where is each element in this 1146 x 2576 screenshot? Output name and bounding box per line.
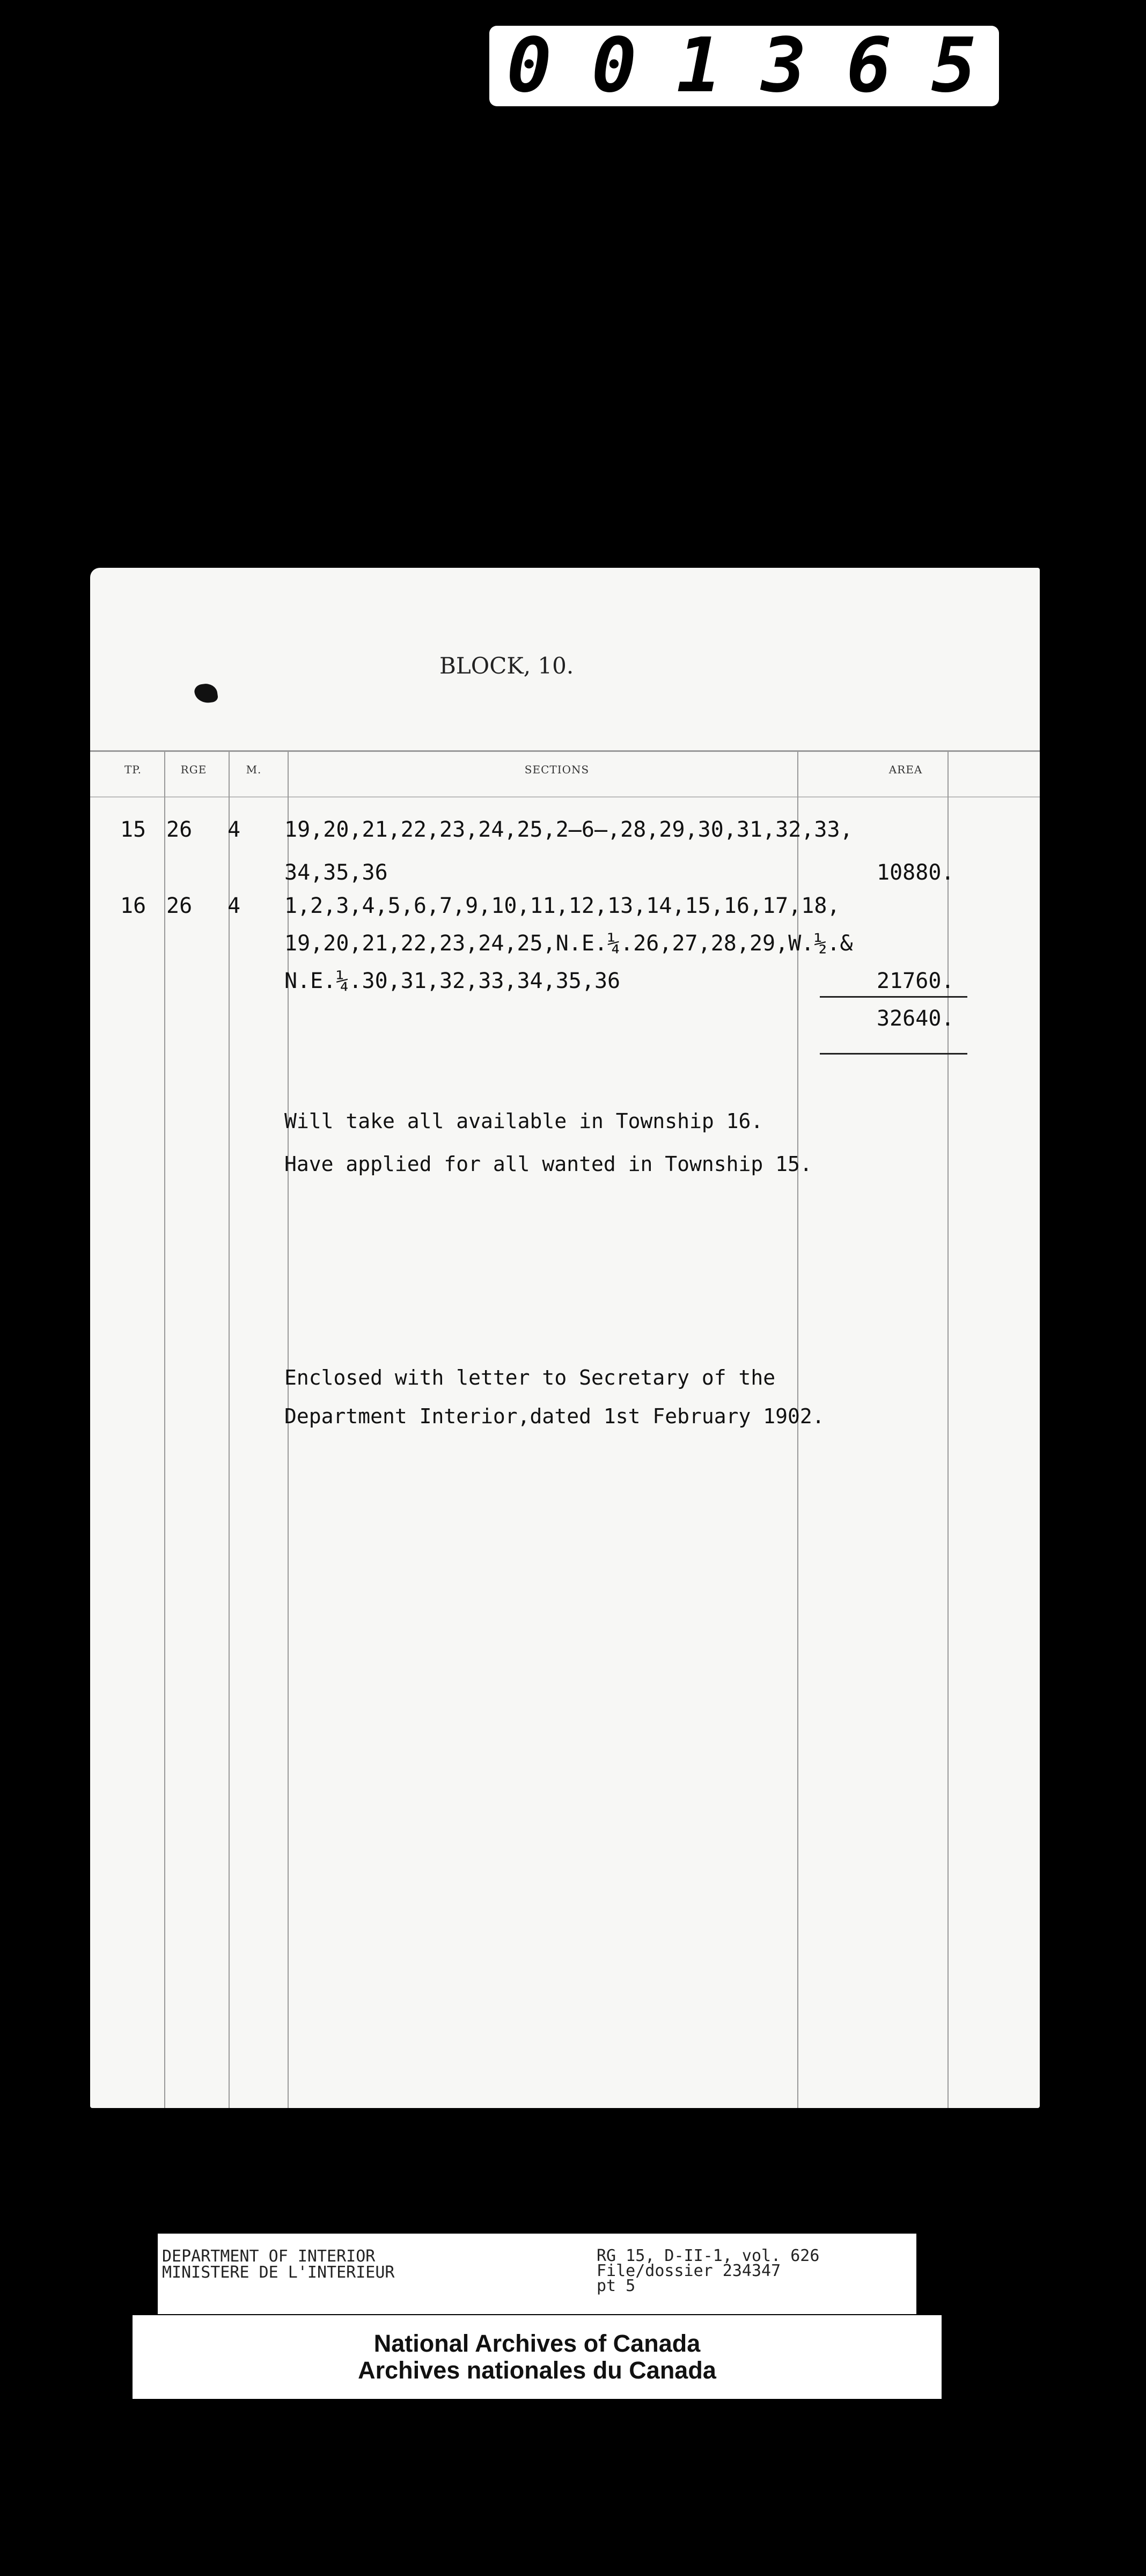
ledger-sheet: [90, 568, 1040, 2108]
column-divider: [164, 750, 165, 2108]
row-area: 21760.: [877, 969, 954, 993]
column-header-tp: TP.: [124, 763, 142, 776]
note-line: Have applied for all wanted in Township 15.: [284, 1152, 812, 1176]
row-sections-line: 19,20,21,22,23,24,25,2̶6̶,28,29,30,31,32,33,: [284, 817, 853, 842]
column-header-area: AREA: [888, 763, 923, 776]
row-sections-line: 34,35,36: [284, 860, 388, 885]
archives-name-en: National Archives of Canada: [373, 2330, 701, 2357]
frame-number-label: [489, 22, 999, 109]
department-line: DEPARTMENT OF INTERIOR: [162, 2247, 376, 2266]
block-title: BLOCK, 10.: [439, 653, 574, 679]
frame-digit: 0: [591, 22, 642, 109]
column-divider: [229, 750, 230, 2108]
catalog-reference-strip: [158, 2234, 916, 2314]
file-reference-line: pt 5: [597, 2277, 636, 2295]
row-m: 4: [227, 894, 241, 918]
row-area: 10880.: [877, 860, 954, 885]
row-tp: 16: [120, 894, 146, 918]
ink-blot: [194, 682, 219, 704]
row-sections-line: 19,20,21,22,23,24,25,N.E.¼.26,27,28,29,W.½.&: [284, 931, 853, 956]
archives-credit: [133, 2315, 942, 2399]
file-reference-line: RG 15, D-II-1, vol. 626: [597, 2246, 820, 2265]
enclosure-line: Department Interior,dated 1st February 1902.: [284, 1404, 825, 1428]
department-label: [162, 2249, 394, 2281]
frame-digit: 5: [931, 22, 982, 109]
column-header-m: M.: [246, 763, 262, 776]
file-reference: [597, 2246, 820, 2295]
frame-digit: 3: [761, 22, 812, 109]
area-total: 32640.: [877, 1006, 954, 1031]
total-rule: [820, 1053, 967, 1055]
header-top-rule: [90, 750, 1040, 752]
frame-digit: 0: [506, 22, 557, 109]
row-rge: 26: [166, 817, 193, 842]
note-line: Will take all available in Township 16.: [284, 1109, 763, 1133]
column-header-rge: RGE: [180, 763, 207, 776]
header-bottom-rule: [90, 796, 1040, 797]
archives-name-fr: Archives nationales du Canada: [358, 2357, 716, 2384]
row-m: 4: [227, 817, 241, 842]
row-rge: 26: [166, 894, 193, 918]
column-divider: [947, 750, 949, 2108]
row-sections-line: 1,2,3,4,5,6,7,9,10,11,12,13,14,15,16,17,18,: [284, 894, 840, 918]
row-sections-line: N.E.¼.30,31,32,33,34,35,36: [284, 969, 621, 993]
department-line: MINISTERE DE L'INTERIEUR: [162, 2263, 395, 2282]
row-tp: 15: [120, 817, 146, 842]
enclosure-line: Enclosed with letter to Secretary of the: [284, 1366, 776, 1389]
frame-digit: 6: [846, 22, 897, 109]
subtotal-rule: [820, 996, 967, 998]
frame-digit: 1: [676, 22, 727, 109]
column-header-sections: SECTIONS: [524, 763, 590, 776]
file-reference-line: File/dossier 234347: [597, 2262, 781, 2280]
